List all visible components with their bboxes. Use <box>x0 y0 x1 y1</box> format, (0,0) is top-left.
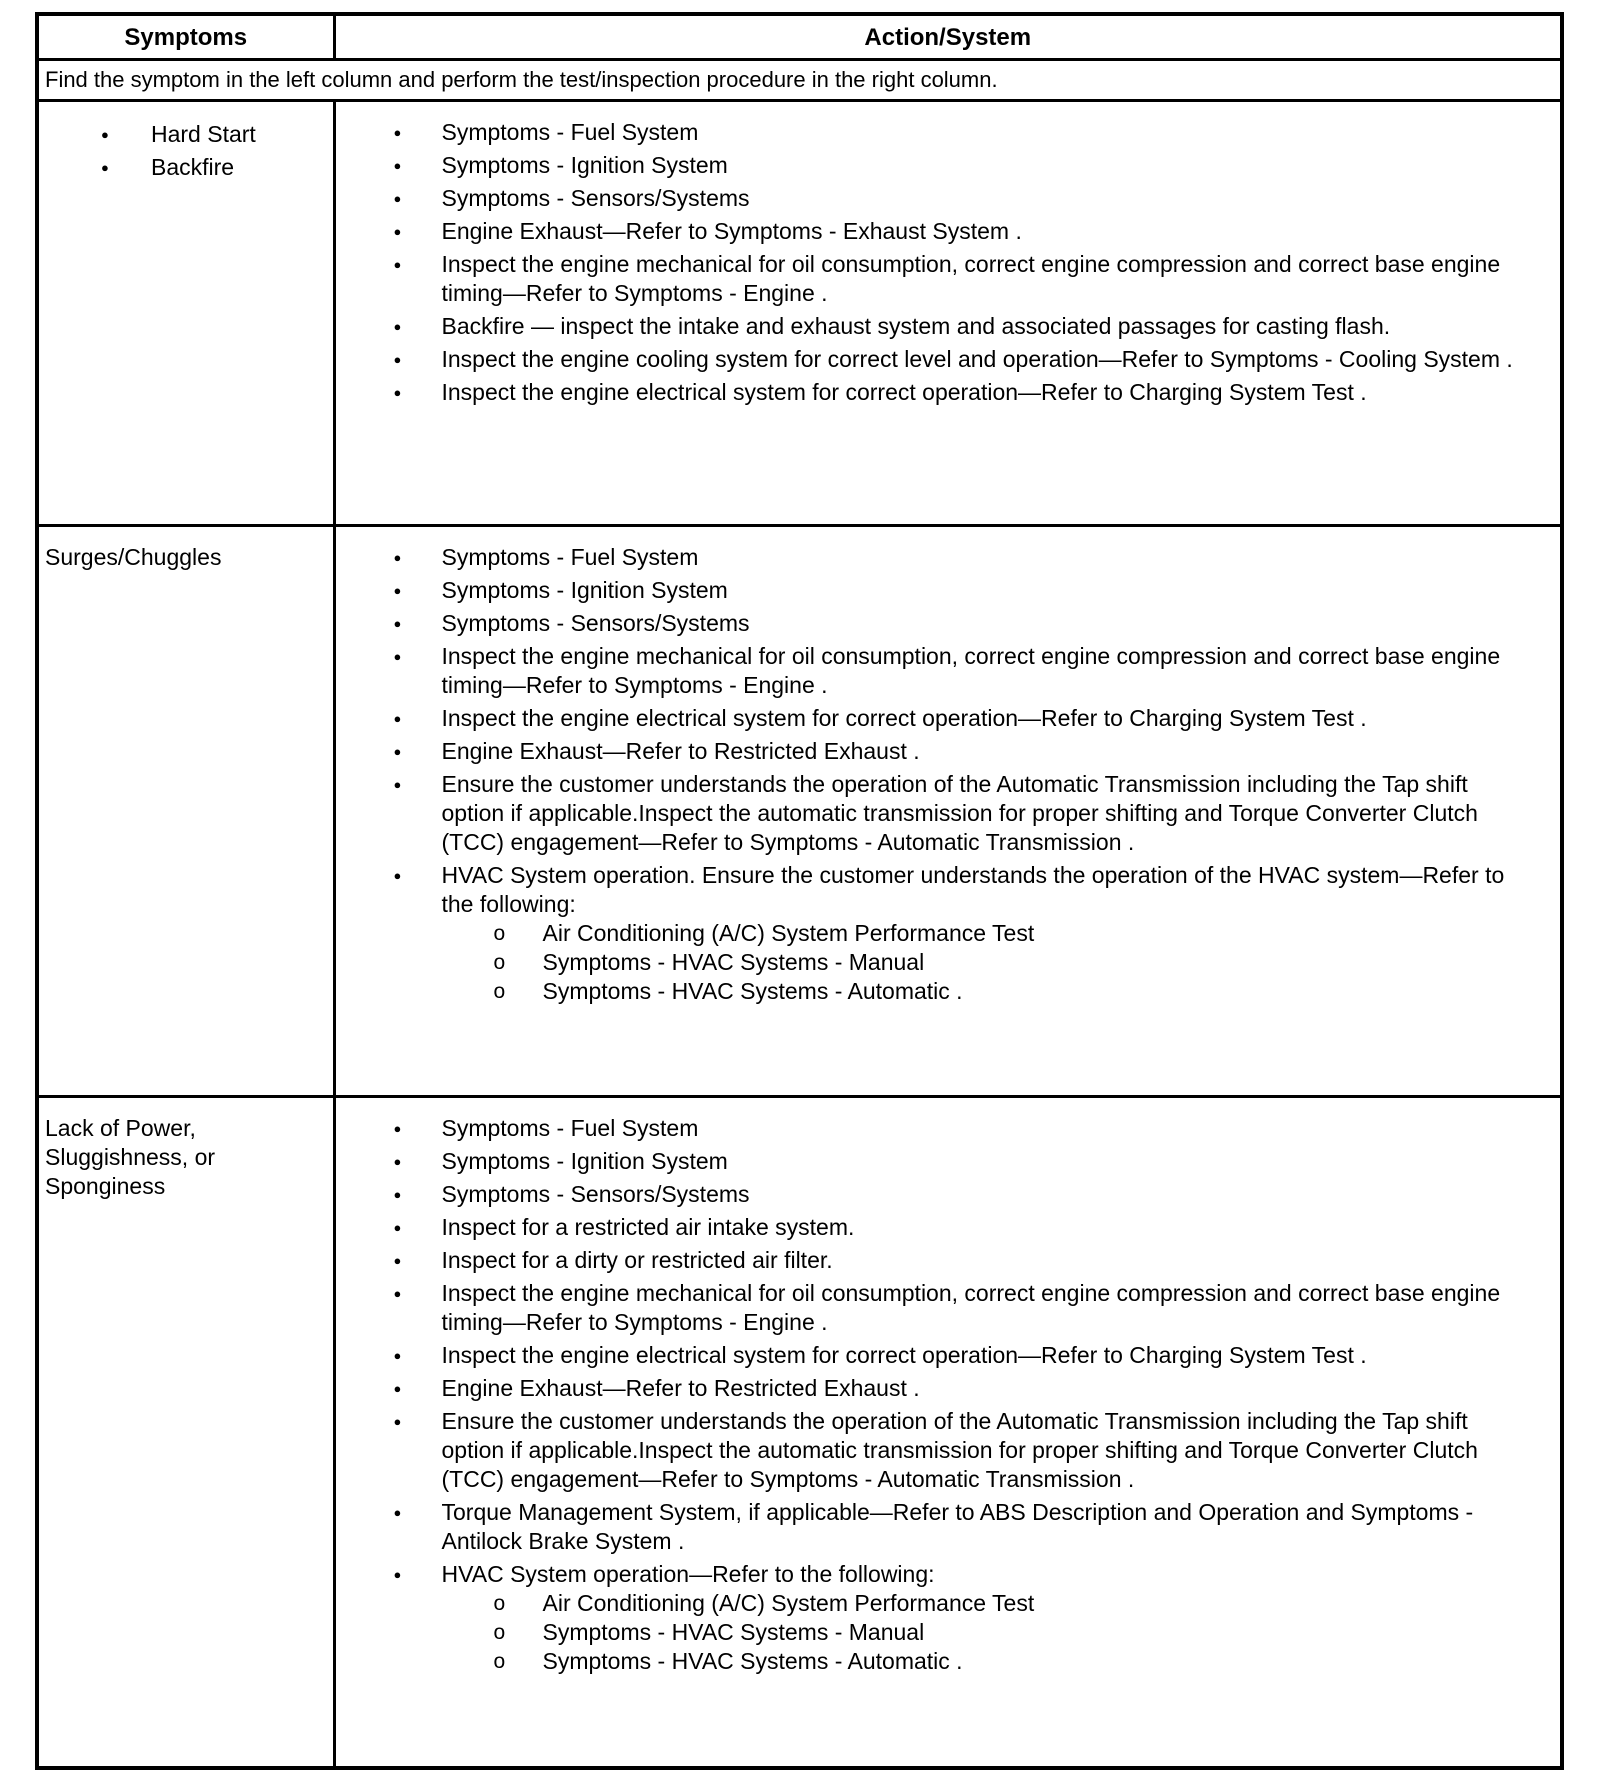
action-item <box>336 1560 1531 1676</box>
action-system-header: Action/System <box>334 14 1562 60</box>
action-cell <box>334 526 1562 1097</box>
action-item: ● Inspect the engine cooling system for correct level and operation—Refer to Symptoms - Cooling System . <box>336 345 1531 374</box>
sub-action-list <box>442 1589 1531 1676</box>
symptom-cell <box>37 101 334 526</box>
action-item: ● Symptoms - Ignition System <box>336 1147 1531 1176</box>
action-item: ● Symptoms - Sensors/Systems <box>336 184 1531 213</box>
action-item: ● Ensure the customer understands the operation of the Automatic Transmission including the Tap shift option if applicable.Inspect the automatic transmission for proper shifting and Torque Converter Clutch (TCC) engagement—Refer to Symptoms - Automatic Transmission . <box>336 770 1531 857</box>
symptom-line: Lack of Power, <box>45 1115 196 1141</box>
sub-action-item: o Symptoms - HVAC Systems - Automatic . <box>442 1647 1531 1676</box>
symptom-list <box>45 118 327 184</box>
action-item: ● Engine Exhaust—Refer to Restricted Exhaust . <box>336 1374 1531 1403</box>
action-item-text: HVAC System operation—Refer to the following: <box>441 1561 935 1587</box>
symptom-item: ● Hard Start <box>45 118 327 151</box>
sub-action-item: o Symptoms - HVAC Systems - Automatic . <box>442 977 1531 1006</box>
sub-action-item: o Symptoms - HVAC Systems - Manual <box>442 948 1531 977</box>
symptom-diagnosis-table <box>35 12 1564 1770</box>
table-row <box>37 101 1562 526</box>
action-item <box>336 861 1531 1006</box>
symptom-cell <box>37 526 334 1097</box>
symptom-text: Surges/Chuggles <box>45 544 222 570</box>
intro-text: Find the symptom in the left column and perform the test/inspection procedure in the right column. <box>37 60 1562 101</box>
action-item: ● Symptoms - Fuel System <box>336 1114 1531 1143</box>
symptoms-header: Symptoms <box>37 14 334 60</box>
symptom-line: Sluggishness, or <box>45 1144 216 1170</box>
action-item: ● Symptoms - Fuel System <box>336 118 1531 147</box>
action-cell <box>334 1097 1562 1769</box>
sub-action-item: o Symptoms - HVAC Systems - Manual <box>442 1618 1531 1647</box>
sub-action-item: o Air Conditioning (A/C) System Performance Test <box>442 1589 1531 1618</box>
sub-action-list <box>442 919 1531 1006</box>
action-item: ● Inspect the engine electrical system for correct operation—Refer to Charging System Test . <box>336 704 1531 733</box>
action-item: ● Inspect the engine mechanical for oil consumption, correct engine compression and correct base engine timing—Refer to Symptoms - Engine . <box>336 250 1531 308</box>
intro-row <box>37 60 1562 101</box>
action-list <box>336 1114 1531 1676</box>
action-item: ● Inspect the engine electrical system for correct operation—Refer to Charging System Test . <box>336 1341 1531 1370</box>
action-list <box>336 543 1531 1006</box>
action-item: ● Symptoms - Ignition System <box>336 151 1531 180</box>
action-item: ● Engine Exhaust—Refer to Symptoms - Exhaust System . <box>336 217 1531 246</box>
action-item: ● Inspect the engine electrical system for correct operation—Refer to Charging System Test . <box>336 378 1531 407</box>
action-item: ● Symptoms - Ignition System <box>336 576 1531 605</box>
action-item: ● Inspect the engine mechanical for oil consumption, correct engine compression and correct base engine timing—Refer to Symptoms - Engine . <box>336 1279 1531 1337</box>
header-row <box>37 14 1562 60</box>
action-item: ● Torque Management System, if applicable—Refer to ABS Description and Operation and Symptoms - Antilock Brake System . <box>336 1498 1531 1556</box>
action-cell <box>334 101 1562 526</box>
symptom-line: Sponginess <box>45 1173 166 1199</box>
action-item: ● Backfire — inspect the intake and exhaust system and associated passages for casting flash. <box>336 312 1531 341</box>
action-item: ● Inspect for a dirty or restricted air filter. <box>336 1246 1531 1275</box>
action-item: ● Symptoms - Sensors/Systems <box>336 1180 1531 1209</box>
action-item-text: HVAC System operation. Ensure the customer understands the operation of the HVAC system—Refer to the following: <box>441 862 1505 917</box>
symptom-cell <box>37 1097 334 1769</box>
action-item: ● Inspect the engine mechanical for oil consumption, correct engine compression and correct base engine timing—Refer to Symptoms - Engine . <box>336 642 1531 700</box>
table-row <box>37 526 1562 1097</box>
action-item: ● Symptoms - Sensors/Systems <box>336 609 1531 638</box>
table-row <box>37 1097 1562 1769</box>
action-item: ● Ensure the customer understands the operation of the Automatic Transmission including the Tap shift option if applicable.Inspect the automatic transmission for proper shifting and Torque Converter Clutch (TCC) engagement—Refer to Symptoms - Automatic Transmission . <box>336 1407 1531 1494</box>
action-list <box>336 118 1531 407</box>
action-item: ● Engine Exhaust—Refer to Restricted Exhaust . <box>336 737 1531 766</box>
symptom-item: ● Backfire <box>45 151 327 184</box>
sub-action-item: o Air Conditioning (A/C) System Performance Test <box>442 919 1531 948</box>
action-item: ● Inspect for a restricted air intake system. <box>336 1213 1531 1242</box>
action-item: ● Symptoms - Fuel System <box>336 543 1531 572</box>
